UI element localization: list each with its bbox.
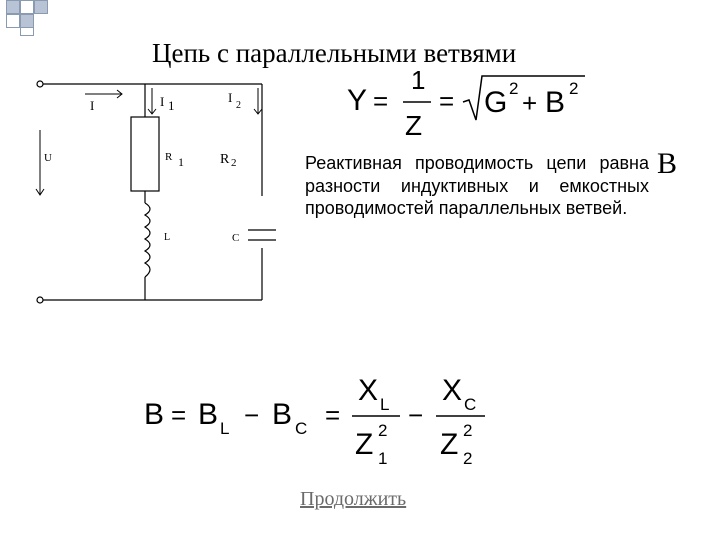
- formula-b-z1-exp: 2: [378, 421, 388, 440]
- formula-b-z1: Z: [355, 428, 374, 461]
- inductor-l: [145, 203, 150, 277]
- label-current-2-sub: 2: [236, 100, 241, 111]
- formula-b-x2-sub: C: [464, 395, 477, 414]
- label-inductor: L: [164, 232, 171, 243]
- formula-admittance: [345, 62, 595, 142]
- formula-b-bl-sub: L: [220, 419, 230, 438]
- label-current-total: I: [90, 98, 95, 113]
- formula-b-bc: B: [272, 398, 293, 431]
- formula-y-b: B: [545, 86, 566, 119]
- capacitor-c: [248, 230, 276, 240]
- terminal-bottom: [37, 297, 43, 303]
- formula-b-eq2: =: [325, 400, 341, 430]
- formula-b-x2: X: [442, 374, 463, 407]
- formula-y-g: G: [484, 86, 508, 119]
- label-voltage: U: [44, 152, 52, 164]
- formula-y-plus: +: [522, 88, 538, 118]
- formula-b-z1-sub: 1: [378, 449, 388, 468]
- formula-b-eq: =: [171, 400, 187, 430]
- formula-b-z2: Z: [440, 428, 459, 461]
- formula-y-eq: =: [373, 86, 389, 116]
- label-current-2: I: [228, 90, 233, 105]
- circuit-diagram: [0, 0, 300, 320]
- formula-reactive-conductance: [140, 372, 500, 472]
- explanation-paragraph: [305, 147, 677, 220]
- paragraph-text: Реактивная проводимость цепи равна разности индуктивных и емкостных проводимостей параллельных ветвей.: [305, 153, 649, 218]
- formula-y-den: Z: [405, 110, 423, 141]
- formula-b-minus2: −: [408, 400, 424, 430]
- label-r1-sub: 1: [178, 155, 184, 169]
- formula-y-lhs: Y: [347, 84, 368, 117]
- label-r2: R: [220, 152, 230, 167]
- label-r2-sub: 2: [231, 157, 237, 169]
- formula-b-minus: −: [244, 400, 260, 430]
- formula-b-z2-exp: 2: [463, 421, 473, 440]
- formula-b-bc-sub: C: [295, 419, 308, 438]
- terminal-top: [37, 81, 43, 87]
- label-current-1: I: [160, 94, 165, 109]
- formula-y-g-exp: 2: [509, 79, 519, 98]
- formula-b-x1: X: [358, 374, 379, 407]
- formula-b-bl: B: [198, 398, 219, 431]
- formula-b-lhs: B: [144, 398, 165, 431]
- formula-y-b-exp: 2: [569, 79, 579, 98]
- formula-y-num: 1: [411, 65, 426, 95]
- resistor-r1: [131, 117, 159, 191]
- paragraph-symbol-b: В: [656, 147, 677, 180]
- formula-b-x1-sub: L: [380, 395, 390, 414]
- label-capacitor: C: [232, 232, 240, 244]
- formula-y-eq2: =: [439, 86, 455, 116]
- label-r1: R: [165, 151, 173, 163]
- continue-link[interactable]: Продолжить: [300, 488, 407, 510]
- label-current-1-sub: 1: [168, 98, 175, 113]
- formula-b-z2-sub: 2: [463, 449, 473, 468]
- slide-title: Цепь с параллельными ветвями: [152, 38, 517, 68]
